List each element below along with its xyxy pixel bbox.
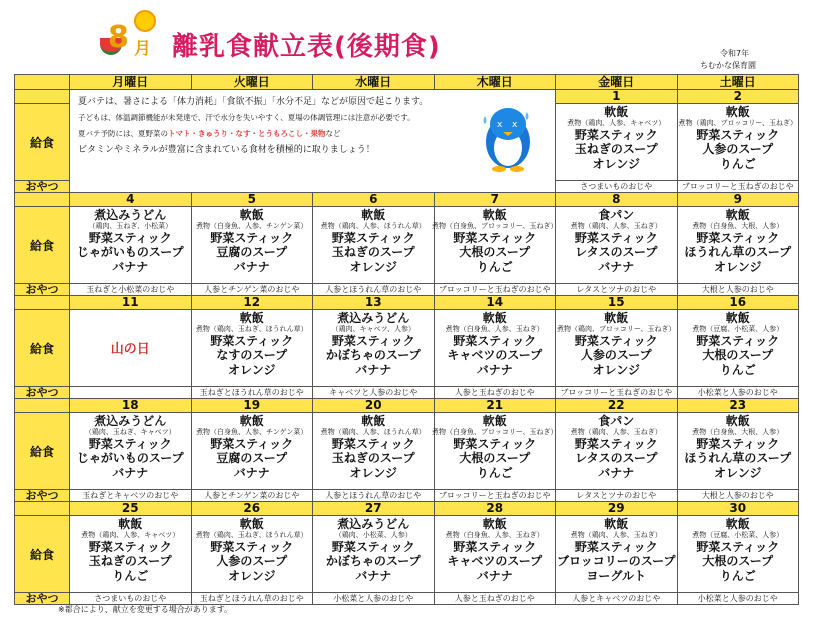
oyatsu-label: おやつ [15, 490, 70, 502]
side-dish-3: バナナ [476, 568, 513, 583]
svg-text:x: x [497, 120, 503, 130]
menu-content [678, 207, 799, 274]
main-dish: 煮物（鶏肉、人参、ほうれん草） [320, 222, 426, 231]
menu-content [556, 516, 677, 583]
snack-cell: キャベツと人参のおじや [313, 387, 435, 399]
main-dish: 煮物（白身魚、人参、チンゲン菜） [196, 222, 308, 231]
menu-content [192, 310, 313, 377]
main-dish: 煮物（鶏肉、人参、キャベツ） [81, 531, 180, 540]
staple-food: 軟飯 [725, 105, 750, 119]
side-dish-3: バナナ [598, 259, 635, 274]
side-dish-1: 野菜スティック [696, 333, 780, 348]
side-dish-3: オレンジ [349, 465, 397, 480]
menu-cell [556, 310, 678, 387]
side-dish-2: かぼちゃのスープ [325, 348, 421, 363]
snack-cell: 小松菜と人参のおじや [313, 593, 435, 605]
date-cell: 26 [191, 502, 313, 516]
side-dish-2: 玉ねぎのスープ [88, 554, 172, 569]
snack-cell: 人参とチンゲン菜のおじや [191, 284, 313, 296]
side-dish-2: 豆腐のスープ [216, 245, 288, 260]
weekday-tue: 火曜日 [191, 75, 313, 90]
oyatsu-label: おやつ [15, 387, 70, 399]
snack-cell: 人参とチンゲン菜のおじや [191, 490, 313, 502]
menu-cell [70, 207, 192, 284]
date-cell: 13 [313, 296, 435, 310]
notice-line-3-post: など [325, 129, 341, 138]
side-label-spacer [15, 296, 70, 310]
kyushoku-label: 給食 [15, 104, 70, 181]
date-cell: 12 [191, 296, 313, 310]
side-dish-3: オレンジ [714, 465, 762, 480]
side-dish-2: 人参のスープ [702, 142, 774, 157]
side-dish-1: 野菜スティック [696, 436, 780, 451]
svg-text:x: x [512, 120, 518, 130]
staple-food: 煮込みうどん [94, 208, 167, 222]
side-dish-3: バナナ [598, 465, 635, 480]
era-label: 令和7年 [720, 49, 750, 58]
menu-cell [434, 310, 556, 387]
snack-cell: 玉ねぎと小松菜のおじや [70, 284, 192, 296]
main-dish: 煮物（鶏肉、玉ねぎ、ほうれん草） [195, 325, 308, 334]
staple-food: 軟飯 [482, 414, 507, 428]
menu-content [192, 516, 313, 583]
oyatsu-label: おやつ [15, 593, 70, 605]
snack-cell: 小松菜と人参のおじや [677, 593, 799, 605]
holiday-label: 山の日 [110, 342, 150, 357]
menu-content [70, 413, 191, 480]
side-dish-3: りんご [719, 156, 756, 171]
main-dish: 煮物（白身魚、人参、玉ねぎ） [445, 531, 544, 540]
main-dish: （鶏肉、玉ねぎ、小松菜） [88, 222, 173, 231]
date-cell: 7 [434, 193, 556, 207]
publisher-info [700, 48, 756, 72]
menu-cell [431, 207, 558, 284]
main-dish: 煮物（白身魚、ブロッコリー、玉ねぎ） [431, 222, 558, 231]
side-dish-1: 野菜スティック [574, 127, 658, 142]
snack-cell: レタスとツナのおじや [556, 490, 678, 502]
staple-food: 軟飯 [361, 208, 386, 222]
date-cell: 22 [556, 399, 678, 413]
weekday-fri: 金曜日 [556, 75, 678, 90]
staple-food: 軟飯 [725, 517, 750, 531]
menu-cell [556, 104, 678, 181]
date-cell: 28 [434, 502, 556, 516]
staple-food: 軟飯 [725, 208, 750, 222]
date-cell: 18 [70, 399, 192, 413]
date-cell: 27 [313, 502, 435, 516]
snack-cell: 人参と玉ねぎのおじや [434, 387, 556, 399]
menu-cell [191, 310, 313, 387]
staple-food: 軟飯 [118, 517, 143, 531]
main-dish: 煮物（鶏肉、人参、ほうれん草） [320, 428, 426, 437]
date-cell: 8 [556, 193, 678, 207]
oyatsu-label: おやつ [15, 284, 70, 296]
menu-content [678, 104, 799, 171]
menu-cell [677, 207, 799, 284]
menu-content [313, 413, 434, 480]
side-label-spacer [15, 193, 70, 207]
side-dish-2: キャベツのスープ [447, 554, 543, 569]
date-cell: 2 [677, 90, 799, 104]
notice-line-1: 夏バテは、暑さによる「体力消耗」「食欲不振」「水分不足」などが原因で起こります。 [78, 97, 429, 107]
date-cell: 4 [70, 193, 192, 207]
date-cell: 9 [677, 193, 799, 207]
side-dish-3: オレンジ [228, 568, 276, 583]
notice-line-4: ビタミンやミネラルが豊富に含まれている食材を積極的に取りましょう！ [78, 145, 375, 155]
menu-content [678, 310, 799, 377]
date-cell: 21 [434, 399, 556, 413]
side-dish-3: オレンジ [228, 362, 276, 377]
menu-cell [191, 413, 313, 490]
main-dish: 煮物（白身魚、人参、玉ねぎ） [445, 325, 544, 334]
menu-cell [677, 310, 799, 387]
main-dish: 煮物（豆腐、小松菜、人参） [692, 325, 784, 334]
side-dish-2: ほうれん草のスープ [684, 451, 792, 466]
staple-food: 軟飯 [361, 414, 386, 428]
menu-cell [70, 413, 192, 490]
side-dish-2: じゃがいものスープ [76, 451, 184, 466]
menu-cell [313, 516, 435, 593]
corner-cell [15, 75, 70, 90]
date-cell: 15 [556, 296, 678, 310]
footer-note: ※都合により、献立を変更する場合があります。 [58, 605, 233, 614]
side-dish-3: りんご [476, 465, 513, 480]
menu-content [313, 207, 434, 274]
nursery-name: ちむかな保育園 [700, 61, 756, 70]
date-cell: 30 [677, 502, 799, 516]
side-dish-1: 野菜スティック [88, 539, 172, 554]
main-dish: 煮物（白身魚、人参、チンゲン菜） [196, 428, 308, 437]
side-dish-2: ほうれん草のスープ [684, 245, 792, 260]
date-cell: 11 [70, 296, 192, 310]
date-cell: 25 [70, 502, 192, 516]
side-label-spacer [15, 502, 70, 516]
main-dish: 煮物（鶏肉、玉ねぎ、ほうれん草） [195, 531, 308, 540]
side-dish-2: 玉ねぎのスープ [331, 451, 415, 466]
side-dish-2: なすのスープ [216, 348, 288, 363]
date-cell: 5 [191, 193, 313, 207]
date-cell: 20 [313, 399, 435, 413]
snack-cell: 大根と人参のおじや [677, 284, 799, 296]
main-dish: 煮物（鶏肉、ブロッコリー、玉ねぎ） [678, 119, 798, 128]
side-dish-3: オレンジ [349, 259, 397, 274]
menu-cell [70, 516, 192, 593]
side-dish-1: 野菜スティック [210, 436, 294, 451]
menu-cell [431, 413, 558, 490]
side-dish-3: バナナ [233, 465, 270, 480]
menu-cell [677, 104, 799, 181]
main-dish: （鶏肉、玉ねぎ、キャベツ） [84, 428, 176, 437]
main-dish: 煮物（鶏肉、ブロッコリー、玉ねぎ） [556, 325, 676, 334]
menu-content [431, 413, 558, 480]
menu-content [556, 104, 677, 171]
snack-cell: ブロッコリーと玉ねぎのおじや [434, 490, 556, 502]
side-dish-2: 大根のスープ [702, 348, 774, 363]
side-dish-3: りんご [719, 568, 756, 583]
weekday-mon: 月曜日 [70, 75, 192, 90]
menu-cell [70, 310, 192, 387]
side-dish-2: 大根のスープ [459, 451, 531, 466]
side-dish-1: 野菜スティック [210, 230, 294, 245]
kyushoku-label: 給食 [15, 207, 70, 284]
date-cell: 16 [677, 296, 799, 310]
side-dish-3: りんご [719, 362, 756, 377]
side-dish-1: 野菜スティック [331, 436, 415, 451]
menu-content [556, 413, 677, 480]
staple-food: 食パン [598, 414, 635, 428]
side-dish-2: じゃがいものスープ [76, 245, 184, 260]
date-cell: 6 [313, 193, 435, 207]
menu-content [192, 207, 313, 274]
side-dish-2: 玉ねぎのスープ [574, 142, 658, 157]
side-dish-3: オレンジ [592, 156, 640, 171]
side-dish-1: 野菜スティック [88, 230, 172, 245]
side-dish-1: 野菜スティック [574, 436, 658, 451]
side-dish-2: 豆腐のスープ [216, 451, 288, 466]
staple-food: 食パン [598, 208, 635, 222]
side-dish-3: りんご [476, 259, 513, 274]
menu-content [431, 207, 558, 274]
menu-cell [556, 207, 678, 284]
menu-cell [677, 516, 799, 593]
kyushoku-label: 給食 [15, 310, 70, 387]
main-dish: 煮物（鶏肉、人参、キャベツ） [567, 119, 666, 128]
side-dish-3: バナナ [476, 362, 513, 377]
staple-food: 軟飯 [725, 414, 750, 428]
menu-cell [191, 207, 313, 284]
notice-box [70, 90, 556, 193]
side-dish-1: 野菜スティック [453, 333, 537, 348]
snack-cell: さつまいものおじや [70, 593, 192, 605]
side-dish-2: 人参のスープ [580, 348, 652, 363]
menu-content [678, 413, 799, 480]
side-dish-2: レタスのスープ [575, 245, 658, 260]
side-dish-3: ヨーグルト [586, 568, 647, 583]
side-dish-2: キャベツのスープ [447, 348, 543, 363]
main-dish: 煮物（鶏肉、人参、玉ねぎ） [570, 531, 662, 540]
side-dish-2: レタスのスープ [575, 451, 658, 466]
snack-cell: ブロッコリーと玉ねぎのおじや [556, 387, 678, 399]
side-dish-3: バナナ [112, 259, 149, 274]
side-dish-1: 野菜スティック [574, 230, 658, 245]
menu-content [435, 310, 556, 377]
staple-food: 軟飯 [604, 517, 629, 531]
main-dish: 煮物（白身魚、大根、人参） [692, 428, 784, 437]
staple-food: 軟飯 [604, 105, 629, 119]
side-dish-3: オレンジ [592, 362, 640, 377]
side-dish-1: 野菜スティック [574, 539, 658, 554]
snack-cell: 人参とキャベツのおじや [556, 593, 678, 605]
side-dish-1: 野菜スティック [331, 333, 415, 348]
kyushoku-label: 給食 [15, 413, 70, 490]
staple-food: 軟飯 [239, 311, 264, 325]
sun-icon [134, 10, 156, 32]
weekday-wed: 水曜日 [313, 75, 435, 90]
month-number: 8 [108, 20, 129, 55]
main-dish: 煮物（白身魚、大根、人参） [692, 222, 784, 231]
date-cell: 14 [434, 296, 556, 310]
notice-line-3-pre: 夏バテ予防には、夏野菜の [78, 129, 168, 138]
side-dish-1: 野菜スティック [453, 539, 537, 554]
side-dish-3: りんご [112, 568, 149, 583]
snack-cell: 玉ねぎとキャベツのおじや [70, 490, 192, 502]
oyatsu-label: おやつ [15, 181, 70, 193]
side-dish-2: 玉ねぎのスープ [331, 245, 415, 260]
side-label-spacer [15, 90, 70, 104]
side-dish-2: 大根のスープ [702, 554, 774, 569]
menu-content [678, 516, 799, 583]
header [0, 0, 813, 75]
side-dish-2: 人参のスープ [216, 554, 288, 569]
side-dish-1: 野菜スティック [453, 230, 537, 245]
weekday-thu: 木曜日 [434, 75, 556, 90]
main-dish: 煮物（鶏肉、人参、玉ねぎ） [570, 428, 662, 437]
menu-cell [313, 207, 435, 284]
side-dish-1: 野菜スティック [331, 539, 415, 554]
side-dish-3: バナナ [355, 362, 392, 377]
side-dish-3: バナナ [233, 259, 270, 274]
snack-cell: さつまいものおじや [556, 181, 678, 193]
menu-cell [677, 413, 799, 490]
menu-cell [313, 413, 435, 490]
side-label-spacer [15, 399, 70, 413]
menu-content [70, 207, 191, 274]
staple-food: 軟飯 [725, 311, 750, 325]
staple-food: 煮込みうどん [94, 414, 167, 428]
main-dish: 煮物（白身魚、ブロッコリー、玉ねぎ） [431, 428, 558, 437]
staple-food: 軟飯 [604, 311, 629, 325]
side-dish-1: 野菜スティック [88, 436, 172, 451]
side-dish-1: 野菜スティック [331, 230, 415, 245]
side-dish-3: バナナ [112, 465, 149, 480]
notice-line-3-highlight: トマト・きゅうり・なす・とうもろこし・果物 [168, 129, 326, 138]
side-dish-1: 野菜スティック [696, 539, 780, 554]
weekday-sat: 土曜日 [677, 75, 799, 90]
staple-food: 軟飯 [482, 517, 507, 531]
snack-cell: 人参とほうれん草のおじや [313, 284, 435, 296]
menu-content [435, 516, 556, 583]
date-cell: 1 [556, 90, 678, 104]
date-cell: 23 [677, 399, 799, 413]
snack-cell: 玉ねぎとほうれん草のおじや [191, 387, 313, 399]
menu-content [313, 516, 434, 583]
side-dish-1: 野菜スティック [210, 333, 294, 348]
snack-cell: 玉ねぎとほうれん草のおじや [191, 593, 313, 605]
menu-cell [434, 516, 556, 593]
page-title: 離乳食献立表(後期食) [172, 32, 441, 62]
staple-food: 軟飯 [239, 414, 264, 428]
date-cell: 29 [556, 502, 678, 516]
month-unit: 月 [134, 39, 151, 59]
main-dish: （鶏肉、キャベツ、人参） [331, 325, 415, 334]
side-dish-3: バナナ [355, 568, 392, 583]
notice-line-2: 子どもは、体温調節機能が未発達で、汗で水分を失いやすく、夏場の体調管理には注意が必要です。 [78, 113, 415, 122]
snack-cell: ブロッコリーと玉ねぎのおじや [677, 181, 799, 193]
staple-food: 軟飯 [239, 517, 264, 531]
menu-cell [556, 516, 678, 593]
staple-food: 煮込みうどん [337, 311, 410, 325]
side-dish-1: 野菜スティック [696, 127, 780, 142]
snack-cell [70, 387, 192, 399]
main-dish: 煮物（鶏肉、人参、玉ねぎ） [570, 222, 662, 231]
snack-cell: 大根と人参のおじや [677, 490, 799, 502]
snack-cell: 小松菜と人参のおじや [677, 387, 799, 399]
snack-cell: レタスとツナのおじや [556, 284, 678, 296]
snack-cell: 人参とほうれん草のおじや [313, 490, 435, 502]
menu-content [556, 207, 677, 274]
snack-cell: ブロッコリーと玉ねぎのおじや [434, 284, 556, 296]
side-dish-2: 大根のスープ [459, 245, 531, 260]
date-cell: 19 [191, 399, 313, 413]
main-dish: 煮物（豆腐、小松菜、人参） [692, 531, 784, 540]
side-dish-1: 野菜スティック [574, 333, 658, 348]
side-dish-3: オレンジ [714, 259, 762, 274]
staple-food: 軟飯 [482, 208, 507, 222]
side-dish-1: 野菜スティック [453, 436, 537, 451]
main-dish: （鶏肉、小松菜、人参） [334, 531, 412, 540]
side-dish-1: 野菜スティック [210, 539, 294, 554]
menu-calendar [14, 74, 799, 605]
menu-content [192, 413, 313, 480]
menu-cell [191, 516, 313, 593]
snack-cell: 人参と玉ねぎのおじや [434, 593, 556, 605]
kyushoku-label: 給食 [15, 516, 70, 593]
menu-content [70, 516, 191, 583]
side-dish-2: ブロッコリーのスープ [556, 554, 676, 569]
staple-food: 軟飯 [239, 208, 264, 222]
notice-content [70, 90, 555, 162]
penguin-illustration [477, 102, 539, 172]
side-dish-1: 野菜スティック [696, 230, 780, 245]
staple-food: 煮込みうどん [337, 517, 410, 531]
menu-cell [556, 413, 678, 490]
staple-food: 軟飯 [482, 311, 507, 325]
menu-content [313, 310, 434, 377]
side-dish-2: かぼちゃのスープ [325, 554, 421, 569]
menu-cell [313, 310, 435, 387]
menu-content [556, 310, 677, 377]
